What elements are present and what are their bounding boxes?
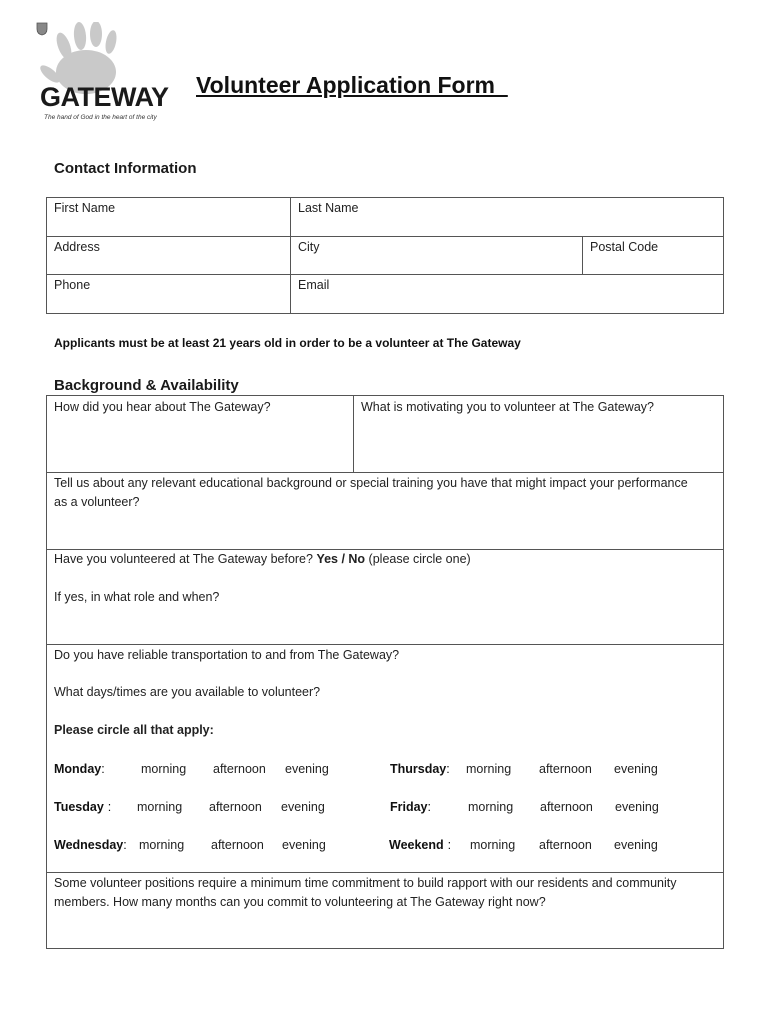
first-name-field[interactable]: First Name	[54, 201, 116, 215]
day-tuesday	[54, 800, 111, 814]
monday-morning[interactable]: morning	[141, 762, 187, 776]
day-weekend	[389, 838, 451, 852]
day-colon: :	[123, 838, 127, 852]
day-label: Wednesday	[54, 838, 124, 852]
phone-field[interactable]: Phone	[54, 278, 91, 292]
tuesday-evening[interactable]: evening	[281, 800, 325, 814]
day-monday	[54, 762, 105, 776]
row-divider	[46, 274, 724, 275]
wednesday-afternoon[interactable]: afternoon	[211, 838, 264, 852]
day-colon: :	[447, 838, 452, 852]
weekend-afternoon[interactable]: afternoon	[539, 838, 592, 852]
weekend-morning[interactable]: morning	[470, 838, 516, 852]
thursday-afternoon[interactable]: afternoon	[539, 762, 592, 776]
thursday-evening[interactable]: evening	[614, 762, 658, 776]
background-heading: Background & Availability	[54, 377, 239, 394]
day-label: Thursday	[390, 762, 447, 776]
postal-code-field[interactable]: Postal Code	[590, 240, 659, 254]
days-times-question: What days/times are you available to volunteer?	[54, 685, 321, 699]
row-divider	[46, 644, 724, 645]
email-field[interactable]: Email	[298, 278, 330, 292]
tuesday-afternoon[interactable]: afternoon	[209, 800, 262, 814]
col-divider	[353, 395, 354, 473]
volunteered-before-prefix: Have you volunteered at The Gateway before?	[54, 552, 317, 566]
education-field[interactable]: Tell us about any relevant educational background or special training you have that might impact your performance as a volunteer?	[54, 476, 688, 509]
day-thursday	[390, 762, 450, 776]
row-divider	[46, 549, 724, 550]
circle-all-instruction: Please circle all that apply:	[54, 723, 214, 737]
day-colon: :	[446, 762, 450, 776]
day-wednesday	[54, 838, 127, 852]
monday-afternoon[interactable]: afternoon	[213, 762, 266, 776]
age-requirement-note: Applicants must be at least 21 years old in order to be a volunteer at The Gateway	[54, 336, 521, 350]
commitment-field[interactable]: Some volunteer positions require a minimum time commitment to build rapport with our residents and community members. How many months can you commit to volunteering at The Gateway right now?	[54, 876, 677, 909]
volunteered-before-suffix: (please circle one)	[365, 552, 471, 566]
hear-about-field[interactable]: How did you hear about The Gateway?	[54, 400, 271, 414]
gateway-logo	[36, 22, 176, 134]
row-divider	[46, 872, 724, 873]
day-label: Monday	[54, 762, 102, 776]
friday-morning[interactable]: morning	[468, 800, 514, 814]
shield-icon	[36, 22, 48, 36]
contact-table	[46, 197, 724, 314]
monday-evening[interactable]: evening	[285, 762, 329, 776]
logo-tagline: The hand of God in the heart of the city	[44, 114, 157, 121]
weekend-evening[interactable]: evening	[614, 838, 658, 852]
page-title: Volunteer Application Form	[196, 72, 508, 98]
contact-heading: Contact Information	[54, 160, 197, 177]
day-friday	[390, 800, 431, 814]
logo-wordmark: GATEWAY	[40, 82, 169, 112]
friday-evening[interactable]: evening	[615, 800, 659, 814]
volunteered-before-question[interactable]	[54, 552, 471, 566]
transportation-question[interactable]: Do you have reliable transportation to and from The Gateway?	[54, 648, 400, 662]
last-name-field[interactable]: Last Name	[298, 201, 359, 215]
tuesday-morning[interactable]: morning	[137, 800, 183, 814]
row-divider	[46, 236, 724, 237]
col-divider	[582, 236, 583, 274]
wednesday-morning[interactable]: morning	[139, 838, 185, 852]
row-divider	[46, 472, 724, 473]
wednesday-evening[interactable]: evening	[282, 838, 326, 852]
day-label: Friday	[390, 800, 428, 814]
city-field[interactable]: City	[298, 240, 320, 254]
day-label: Weekend	[389, 838, 444, 852]
day-colon: :	[101, 762, 105, 776]
thursday-morning[interactable]: morning	[466, 762, 512, 776]
address-field[interactable]: Address	[54, 240, 100, 254]
motivation-field[interactable]: What is motivating you to volunteer at The Gateway?	[361, 400, 654, 414]
yes-no-choice[interactable]: Yes / No	[316, 552, 366, 566]
day-colon: :	[427, 800, 431, 814]
day-label: Tuesday	[54, 800, 104, 814]
col-divider	[290, 197, 291, 314]
friday-afternoon[interactable]: afternoon	[540, 800, 593, 814]
if-yes-field[interactable]: If yes, in what role and when?	[54, 590, 220, 604]
day-colon: :	[107, 800, 112, 814]
